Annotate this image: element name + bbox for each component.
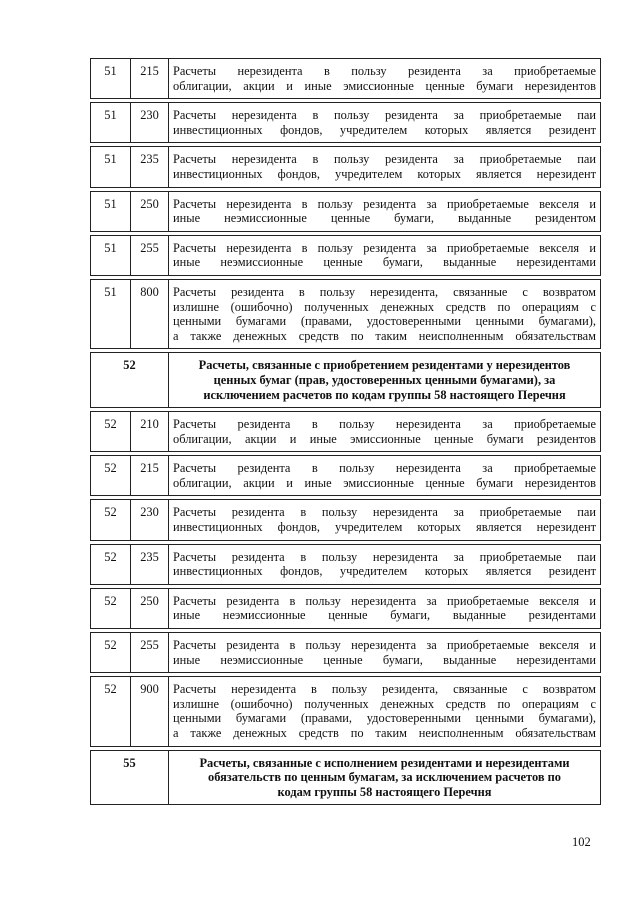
operation-codes-table: [90, 58, 601, 805]
operation-code: 230: [131, 500, 169, 540]
operation-code: 235: [131, 147, 169, 187]
description-line: ценными бумагами (правами, удостоверенными ценными бумагами),: [173, 711, 596, 726]
description-line: облигации, акции и иные эмиссионные ценные бумаги нерезидентов: [173, 475, 596, 490]
description-line: Расчеты нерезидента в пользу резидента за приобретаемые: [173, 64, 596, 78]
description-line: облигации, акции и иные эмиссионные ценные бумаги резидентов: [173, 431, 596, 446]
operation-description: [169, 456, 601, 496]
operation-code: 235: [131, 544, 169, 584]
table-row: [91, 633, 601, 673]
description-line: иные неэмиссионные ценные бумаги, выданные нерезидентами: [173, 255, 596, 270]
group-code: 52: [91, 412, 131, 452]
group-code: 52: [91, 588, 131, 628]
group-code: 52: [91, 500, 131, 540]
section-row: [91, 750, 601, 805]
section-title: [169, 353, 601, 408]
operation-description: [169, 412, 601, 452]
group-code: 52: [91, 633, 131, 673]
section-group-code: 52: [91, 353, 169, 408]
table-row: [91, 412, 601, 452]
description-line: инвестиционных фондов, учредителем которых является нерезидент: [173, 520, 596, 535]
operation-code: 215: [131, 456, 169, 496]
table-row: [91, 456, 601, 496]
operation-description: [169, 235, 601, 275]
description-line: облигации, акции и иные эмиссионные ценные бумаги нерезидентов: [173, 78, 596, 93]
operation-code: 215: [131, 59, 169, 99]
table-row: [91, 500, 601, 540]
description-line: Расчеты, связанные с приобретением резидентами у нерезидентов: [198, 358, 571, 373]
description-line: Расчеты нерезидента в пользу резидента, связанные с возвратом: [173, 682, 596, 697]
operation-code: 250: [131, 191, 169, 231]
group-code: 51: [91, 147, 131, 187]
table-body: [91, 59, 601, 805]
operation-code: 800: [131, 279, 169, 348]
group-code: 52: [91, 456, 131, 496]
description-line: Расчеты резидента в пользу нерезидента за приобретаемые паи: [173, 549, 596, 564]
table-row: [91, 59, 601, 99]
page-number: 102: [572, 835, 591, 849]
description-line: а также денежных средств по таким неисполненным обязательствам: [173, 328, 596, 343]
operation-description: [169, 500, 601, 540]
operation-code: 230: [131, 103, 169, 143]
operation-code: 255: [131, 633, 169, 673]
description-line: инвестиционных фондов, учредителем которых является нерезидент: [173, 166, 596, 181]
description-line: инвестиционных фондов, учредителем которых является резидент: [173, 564, 596, 579]
description-line: излишне (ошибочно) полученных денежных средств по операциям с: [173, 299, 596, 314]
description-line: ценных бумаг (прав, удостоверенных ценными бумагами), за: [213, 372, 556, 387]
operation-description: [169, 544, 601, 584]
description-line: обязательств по ценным бумагам, за исключением расчетов по: [208, 770, 561, 785]
group-code: 51: [91, 279, 131, 348]
table-row: [91, 279, 601, 348]
description-line: Расчеты резидента в пользу нерезидента за приобретаемые паи: [173, 505, 596, 520]
operation-code: 900: [131, 677, 169, 746]
operation-description: [169, 59, 601, 99]
section-title: [169, 750, 601, 805]
description-line: иные неэмиссионные ценные бумаги, выданные резидентами: [173, 608, 596, 623]
operation-code: 255: [131, 235, 169, 275]
operation-code: 210: [131, 412, 169, 452]
table-row: [91, 544, 601, 584]
description-line: кодам группы 58 настоящего Перечня: [277, 784, 492, 799]
operation-description: [169, 191, 601, 231]
operation-description: [169, 103, 601, 143]
operation-description: [169, 279, 601, 348]
description-line: инвестиционных фондов, учредителем которых является резидент: [173, 122, 596, 137]
group-code: 51: [91, 59, 131, 99]
table-row: [91, 103, 601, 143]
table-row: [91, 588, 601, 628]
description-line: Расчеты нерезидента в пользу резидента за приобретаемые векселя и: [173, 196, 596, 211]
operation-code: 250: [131, 588, 169, 628]
operation-description: [169, 677, 601, 746]
operation-description: [169, 588, 601, 628]
description-line: Расчеты нерезидента в пользу резидента за приобретаемые паи: [173, 152, 596, 167]
group-code: 52: [91, 544, 131, 584]
group-code: 52: [91, 677, 131, 746]
description-line: излишне (ошибочно) полученных денежных средств по операциям с: [173, 696, 596, 711]
table-row: [91, 235, 601, 275]
description-line: ценными бумагами (правами, удостоверенными ценными бумагами),: [173, 314, 596, 329]
operation-description: [169, 633, 601, 673]
operation-description: [169, 147, 601, 187]
description-line: Расчеты резидента в пользу нерезидента за приобретаемые: [173, 461, 596, 476]
description-line: иные неэмиссионные ценные бумаги, выданные резидентом: [173, 211, 596, 226]
description-line: Расчеты резидента в пользу нерезидента за приобретаемые: [173, 417, 596, 432]
description-line: Расчеты нерезидента в пользу резидента за приобретаемые паи: [173, 108, 596, 123]
group-code: 51: [91, 235, 131, 275]
table-row: [91, 191, 601, 231]
description-line: Расчеты резидента в пользу нерезидента за приобретаемые векселя и: [173, 638, 596, 653]
description-line: исключением расчетов по кодам группы 58 настоящего Перечня: [203, 387, 566, 402]
section-row: [91, 353, 601, 408]
description-line: иные неэмиссионные ценные бумаги, выданные нерезидентами: [173, 652, 596, 667]
section-group-code: 55: [91, 750, 169, 805]
description-line: Расчеты резидента в пользу нерезидента за приобретаемые векселя и: [173, 593, 596, 608]
table-row: [91, 677, 601, 746]
description-line: Расчеты резидента в пользу нерезидента, связанные с возвратом: [173, 284, 596, 299]
group-code: 51: [91, 191, 131, 231]
description-line: а также денежных средств по таким неисполненным обязательствам: [173, 726, 596, 740]
table-row: [91, 147, 601, 187]
description-line: Расчеты, связанные с исполнением резидентами и нерезидентами: [199, 755, 570, 770]
group-code: 51: [91, 103, 131, 143]
description-line: Расчеты нерезидента в пользу резидента за приобретаемые векселя и: [173, 240, 596, 255]
